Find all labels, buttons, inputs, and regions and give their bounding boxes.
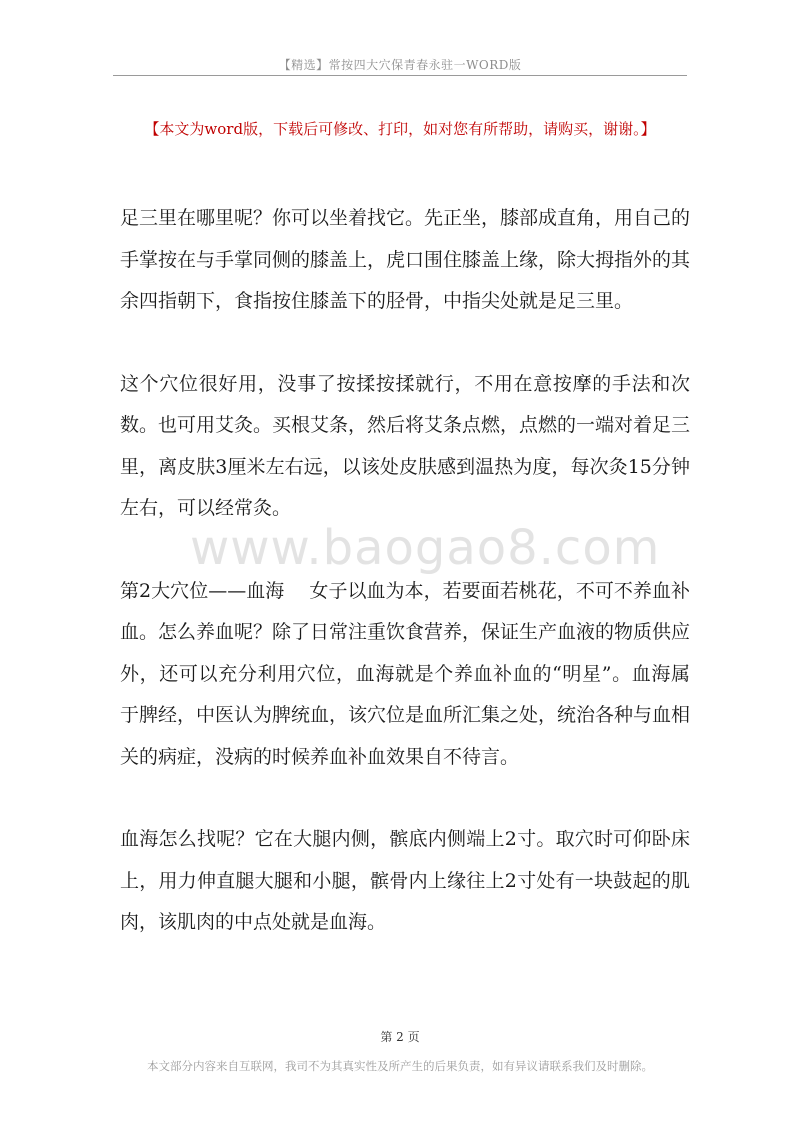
header-divider [113,75,687,76]
paragraph-xuehai-intro: 第2大穴位——血海 女子以血为本，若要面若桃花，不可不养血补血。怎么养血呢？除了日常注重饮食营养，保证生产血液的物质供应外，还可以充分利用穴位，血海就是个养血补血的“明星”。血海属于脾经，中医认为脾统血，该穴位是血所汇集之处，统治各种与血相关的病症，没病的时候养血补血效果自不待言。 [120,579,691,768]
watermark: www.baogao8.com [190,520,661,576]
page-number: 第 2 页 [380,1030,420,1044]
paragraph-zusanli-location: 足三里在哪里呢？你可以坐着找它。先正坐，膝部成直角，用自己的手掌按在与手掌同侧的膝盖上，虎口围住膝盖上缘，除大拇指外的其余四指朝下，食指按住膝盖下的胫骨，中指尖处就是足三里。 [120,207,691,312]
header-title: 【精选】常按四大穴保青春永驻一WORD版 [278,58,522,72]
document-body [120,198,690,985]
paragraph-zusanli-usage: 这个穴位很好用，没事了按揉按揉就行，不用在意按摩的手法和次数。也可用艾灸。买根艾条，然后将艾条点燃，点燃的一端对着足三里，离皮肤3厘米左右远，以该处皮肤感到温热为度，每次灸15分钟左右，可以经常灸。 [120,372,691,519]
footer-disclaimer: 本文部分内容来自互联网，我司不为其真实性及所产生的后果负责，如有异议请联系我们及时删除。 [147,1059,653,1073]
paragraph-xuehai-location: 血海怎么找呢？它在大腿内侧，髌底内侧端上2寸。取穴时可仰卧床上，用力伸直腿大腿和小腿，髌骨内上缘往上2寸处有一块鼓起的肌肉，该肌肉的中点处就是血海。 [120,828,690,933]
purchase-notice: 【本文为word版，下载后可修改、打印，如对您有所帮助，请购买，谢谢。】 [144,120,656,138]
